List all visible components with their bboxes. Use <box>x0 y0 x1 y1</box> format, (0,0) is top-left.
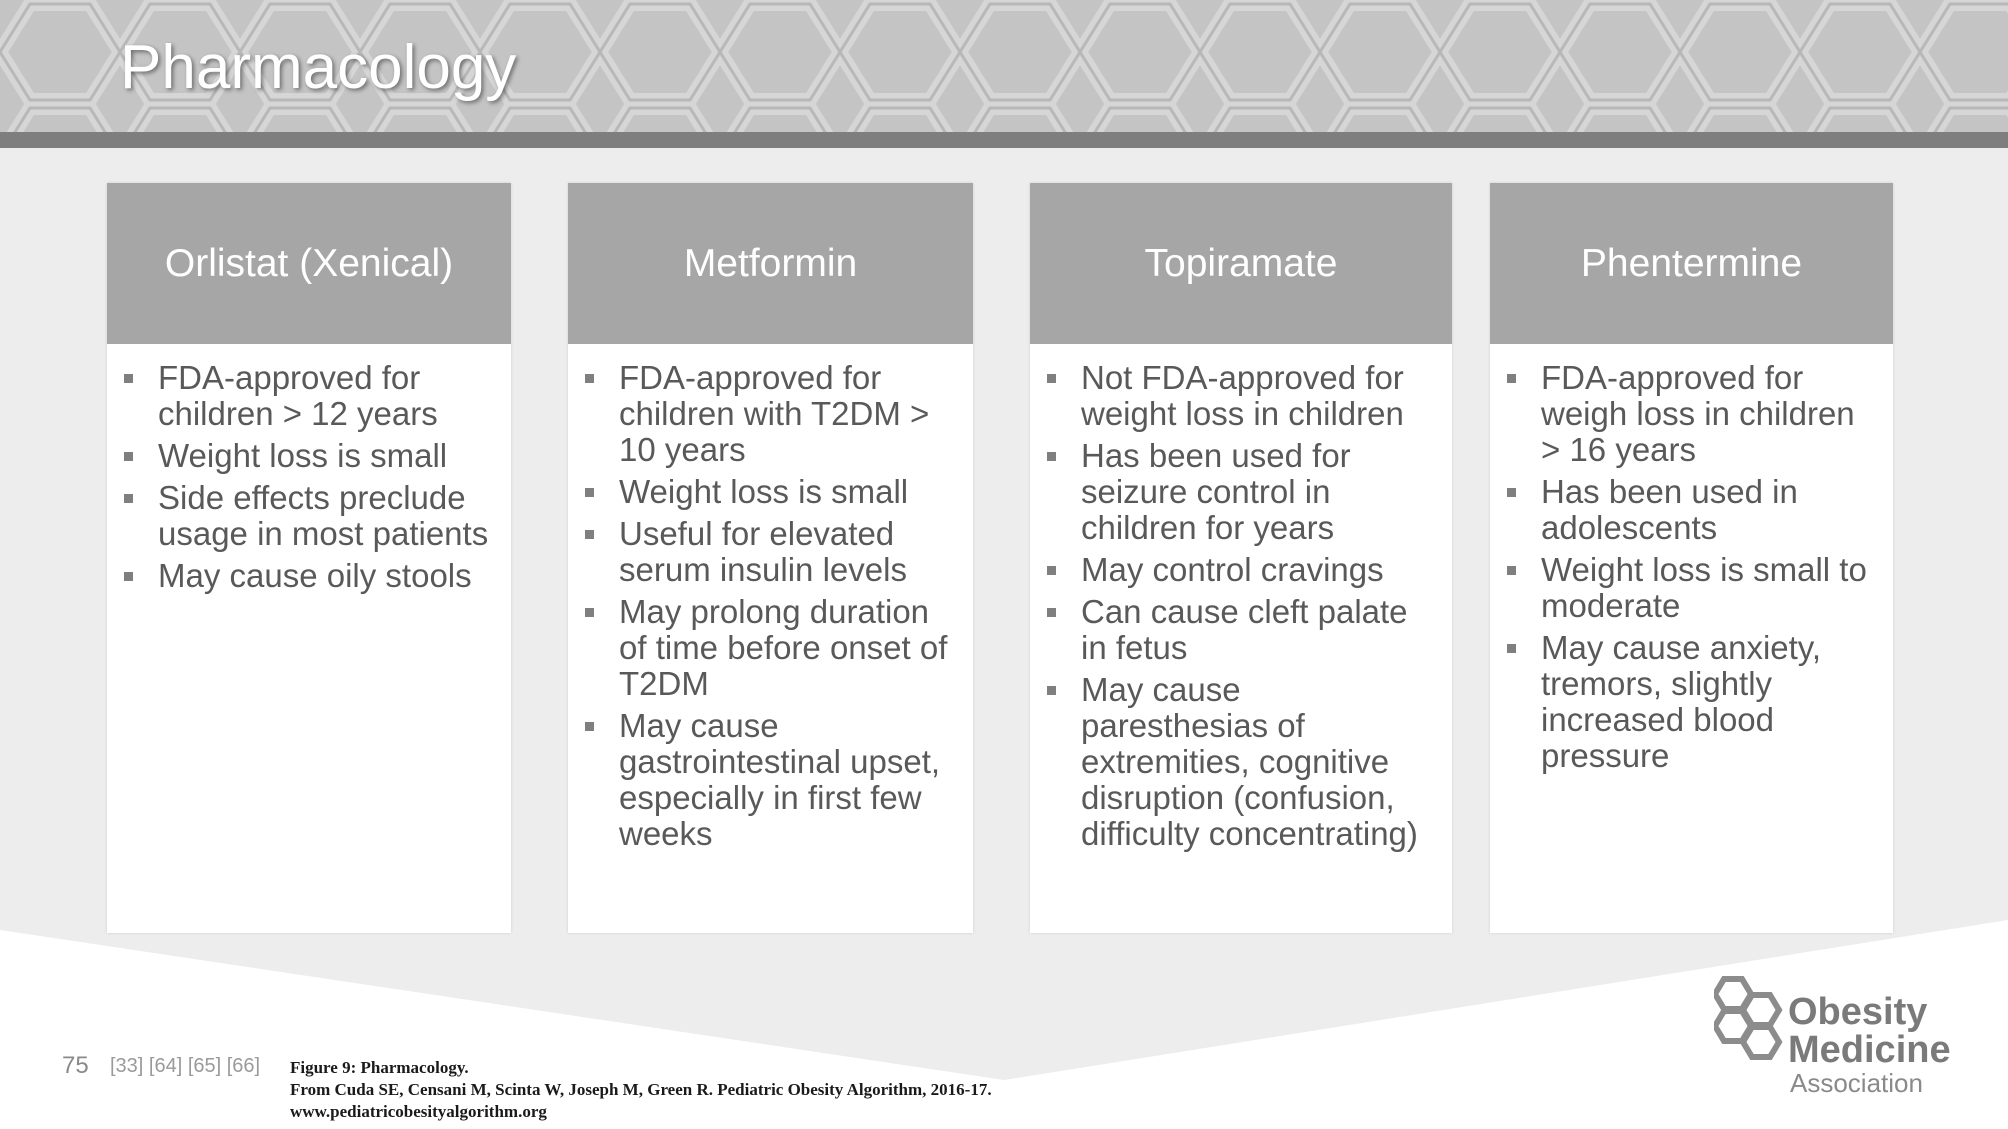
bullet-item: Weight loss is small <box>107 438 495 474</box>
card-bullet-list <box>1030 344 1452 852</box>
caption-citation: From Cuda SE, Censani M, Scinta W, Joseph M, Green R. Pediatric Obesity Algorithm, 2016-17. <box>290 1080 992 1099</box>
bullet-item: Useful for elevated serum insulin levels <box>568 516 957 588</box>
card-bullet-list <box>1490 344 1893 774</box>
bullet-item: Not FDA-approved for weight loss in children <box>1030 360 1436 432</box>
bullet-item: May control cravings <box>1030 552 1436 588</box>
card-heading: Phentermine <box>1490 183 1893 344</box>
bullet-item: FDA-approved for children > 12 years <box>107 360 495 432</box>
bullet-item: FDA-approved for children with T2DM > 10 years <box>568 360 957 468</box>
bullet-item: Has been used for seizure control in children for years <box>1030 438 1436 546</box>
bullet-item: Weight loss is small <box>568 474 957 510</box>
bullet-item: FDA-approved for weigh loss in children > 16 years <box>1490 360 1877 468</box>
caption-url: www.pediatricobesityalgorithm.org <box>290 1102 547 1121</box>
card-bullet-list <box>568 344 973 852</box>
card-heading: Metformin <box>568 183 973 344</box>
logo-line: Obesity <box>1788 991 1928 1033</box>
figure-caption <box>290 1057 992 1123</box>
bullet-item: Has been used in adolescents <box>1490 474 1877 546</box>
hexagon-logo-icon <box>1714 975 1784 1075</box>
bullet-item: May cause gastrointestinal upset, especially in first few weeks <box>568 708 957 852</box>
card-heading: Orlistat (Xenical) <box>107 183 511 344</box>
bullet-item: May prolong duration of time before onset of T2DM <box>568 594 957 702</box>
bullet-item: Weight loss is small to moderate <box>1490 552 1877 624</box>
card-bullet-list <box>107 344 511 594</box>
drug-card-phentermine <box>1490 183 1893 933</box>
logo-line: Medicine <box>1788 1029 1951 1071</box>
bullet-item: Can cause cleft palate in fetus <box>1030 594 1436 666</box>
card-heading: Topiramate <box>1030 183 1452 344</box>
bullet-item: May cause anxiety, tremors, slightly increased blood pressure <box>1490 630 1877 774</box>
drug-card-orlistat <box>107 183 511 933</box>
bullet-item: May cause paresthesias of extremities, cognitive disruption (confusion, difficulty concentrating) <box>1030 672 1436 852</box>
drug-card-topiramate <box>1030 183 1452 933</box>
bullet-item: May cause oily stools <box>107 558 495 594</box>
reference-links: [33] [64] [65] [66] <box>110 1055 261 1077</box>
slide-title: Pharmacology <box>120 33 517 102</box>
oma-logo <box>1714 975 1984 1100</box>
drug-card-metformin <box>568 183 973 933</box>
logo-wordmark <box>1788 993 1951 1069</box>
caption-title: Figure 9: Pharmacology. <box>290 1058 469 1077</box>
bullet-item: Side effects preclude usage in most patients <box>107 480 495 552</box>
logo-subtitle: Association <box>1790 1068 1923 1098</box>
slide-number: 75 <box>62 1052 89 1079</box>
